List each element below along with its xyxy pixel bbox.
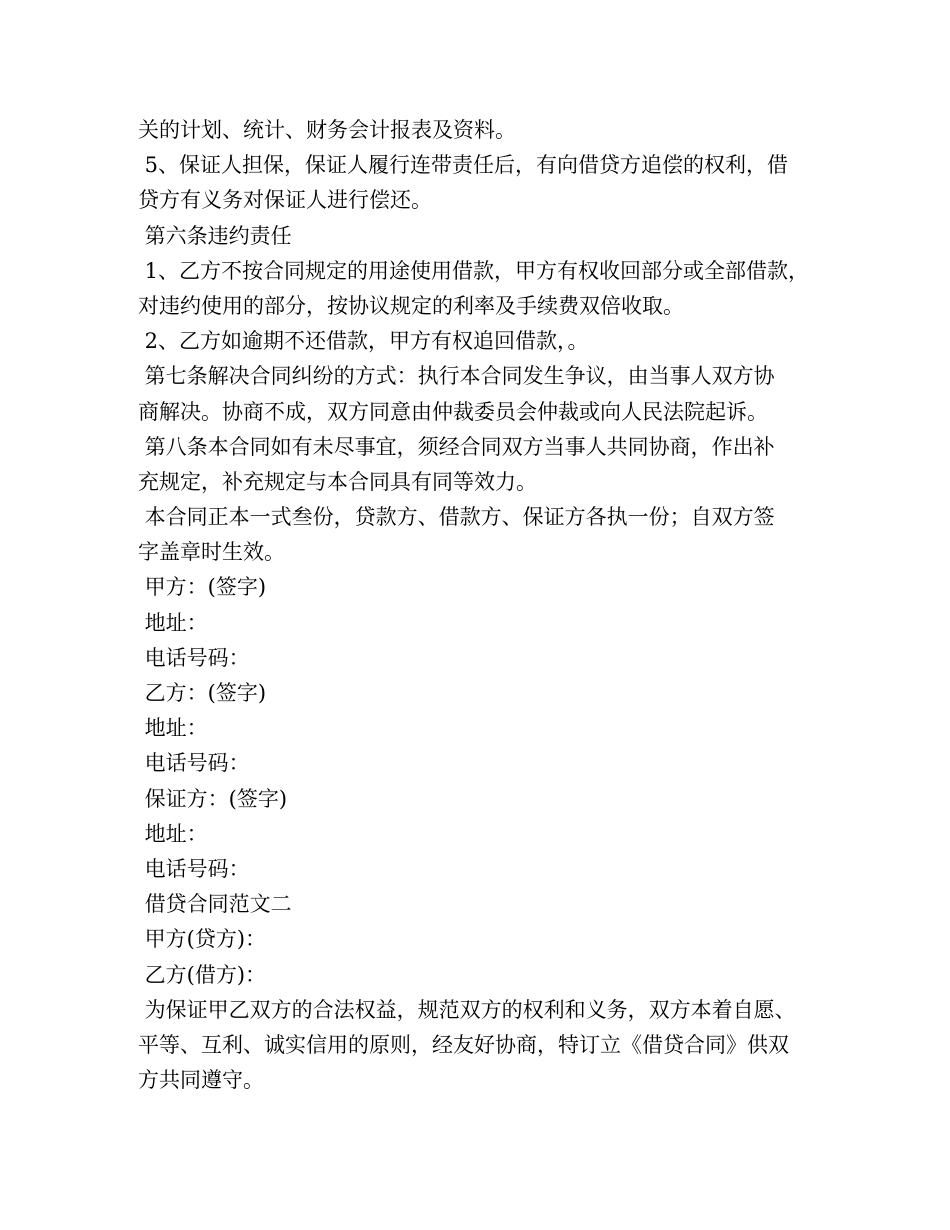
guarantor-signature-line: 保证方：(签字) (138, 786, 288, 811)
text-line: 方共同遵守。 (138, 1068, 264, 1093)
text-line: 本合同正本一式叁份，贷款方、借款方、保证方各执一份；自双方签 (138, 505, 775, 530)
text-line: 2、乙方如逾期不还借款，甲方有权追回借款，。 (138, 329, 589, 354)
text-line: 充规定，补充规定与本合同具有同等效力。 (138, 469, 537, 494)
text-line: 第八条本合同如有未尽事宜，须经合同双方当事人共同协商，作出补 (138, 434, 775, 459)
party-a-address-line: 地址： (138, 610, 208, 635)
party-a-signature-line: 甲方：(签字) (138, 575, 267, 600)
text-line: 字盖章时生效。 (138, 540, 285, 565)
document-body (138, 113, 838, 1098)
text-line: 5、保证人担保，保证人履行连带责任后，有向借贷方追偿的权利，借 (138, 153, 789, 178)
text-line: 为保证甲乙双方的合法权益，规范双方的权利和义务，双方本着自愿、 (138, 997, 796, 1022)
borrower-line: 乙方(借方)： (138, 962, 267, 987)
guarantor-address-line: 地址： (138, 821, 208, 846)
text-line: 贷方有义务对保证人进行偿还。 (138, 188, 432, 213)
text-line: 1、乙方不按合同规定的用途使用借款，甲方有权收回部分或全部借款， (138, 258, 810, 283)
text-line: 商解决。协商不成，双方同意由仲裁委员会仲裁或向人民法院起诉。 (138, 399, 768, 424)
sample-two-title: 借贷合同范文二 (138, 892, 292, 917)
party-b-address-line: 地址： (138, 716, 208, 741)
party-b-signature-line: 乙方：(签字) (138, 681, 267, 705)
text-line: 第七条解决合同纠纷的方式：执行本合同发生争议，由当事人双方协 (138, 364, 775, 389)
party-b-phone-line: 电话号码： (138, 751, 250, 776)
party-a-phone-line: 电话号码： (138, 645, 250, 670)
text-line: 对违约使用的部分，按协议规定的利率及手续费双倍收取。 (138, 293, 684, 318)
text-line: 平等、互利、诚实信用的原则，经友好协商，特订立《借贷合同》供双 (138, 1032, 789, 1057)
guarantor-phone-line: 电话号码： (138, 856, 250, 881)
text-line: 关的计划、统计、财务会计报表及资料。 (138, 118, 516, 142)
section-heading-article-6: 第六条违约责任 (138, 223, 292, 248)
lender-line: 甲方(贷方)： (138, 927, 267, 952)
